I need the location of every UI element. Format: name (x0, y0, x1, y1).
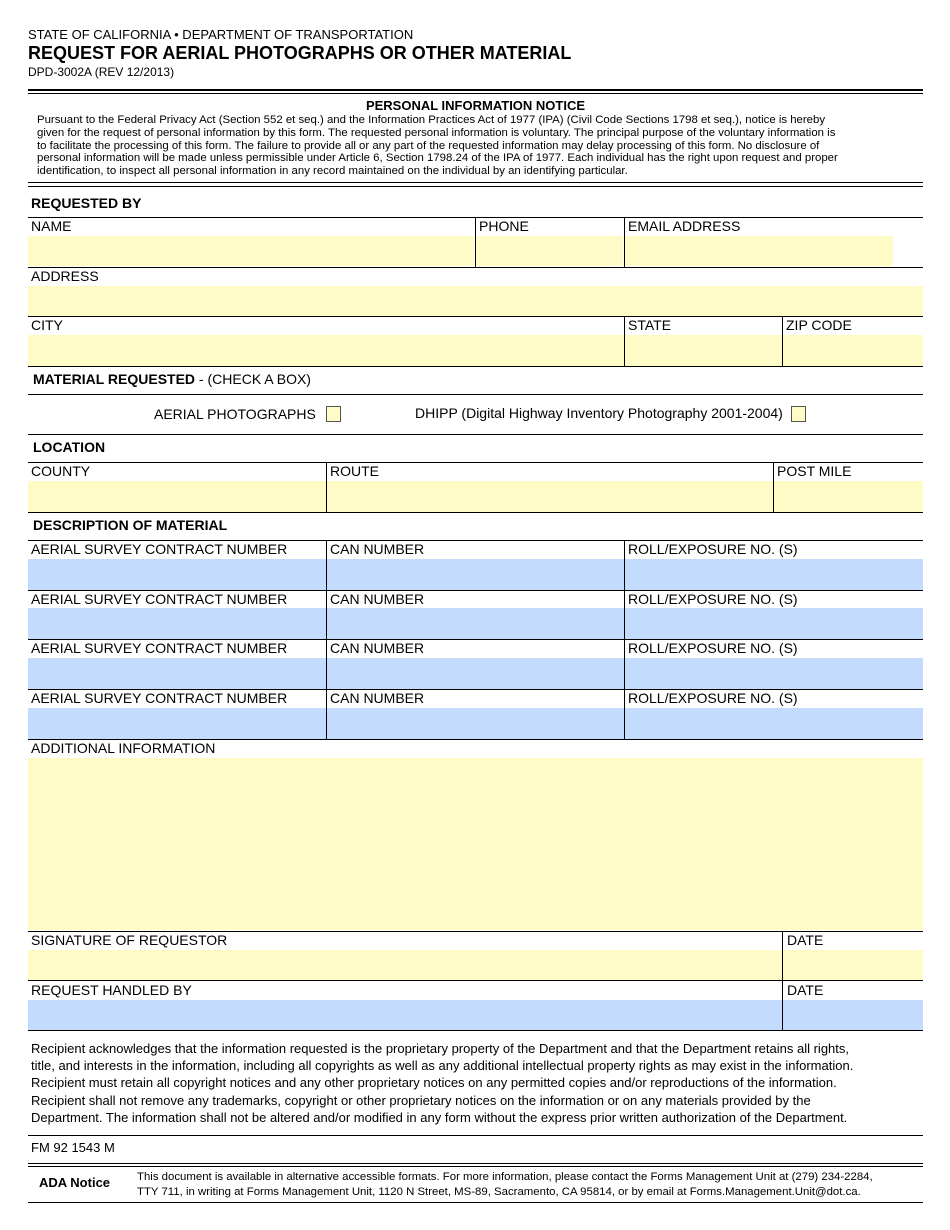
address-label: ADDRESS (31, 268, 99, 284)
contract-number-label: AERIAL SURVEY CONTRACT NUMBER (31, 640, 288, 656)
contract-number-label: AERIAL SURVEY CONTRACT NUMBER (31, 541, 288, 557)
privacy-notice-line: given for the request of personal information by this form. The requested personal information is voluntary. The principal purpose of the voluntary information is (37, 126, 836, 139)
signature-date-field[interactable] (783, 950, 923, 980)
material-requested-heading: MATERIAL REQUESTED - (CHECK A BOX) (33, 371, 311, 387)
can-number-label: CAN NUMBER (330, 640, 425, 656)
roll-exposure-field[interactable] (625, 658, 923, 689)
roll-exposure-field[interactable] (625, 559, 923, 590)
acknowledgement-line: title, and interests in the information, including all copyrights as well as any additional intellectual property rights as may exist in the information. (31, 1058, 854, 1074)
handled-date-label: DATE (787, 982, 824, 998)
post-mile-label: POST MILE (777, 463, 852, 479)
aerial-photographs-label: AERIAL PHOTOGRAPHS (154, 406, 316, 422)
ada-notice-line: This document is available in alternative accessible formats. For more information, please contact the Forms Management Unit at (279) 234-2284, (137, 1171, 873, 1183)
can-number-field[interactable] (327, 708, 624, 739)
handled-date-field[interactable] (783, 1000, 923, 1030)
ada-notice-text (137, 1170, 873, 1200)
location-heading: LOCATION (33, 439, 106, 455)
roll-exposure-label: ROLL/EXPOSURE NO. (S) (628, 690, 798, 706)
form-number: DPD-3002A (REV 12/2013) (28, 65, 175, 79)
city-field[interactable] (28, 335, 624, 366)
dhipp-checkbox[interactable] (791, 406, 806, 422)
post-mile-field[interactable] (774, 481, 923, 512)
dhipp-label: DHIPP (Digital Highway Inventory Photography 2001-2004) (415, 405, 783, 421)
signature-label: SIGNATURE OF REQUESTOR (31, 932, 228, 948)
signature-date-label: DATE (787, 932, 824, 948)
county-field[interactable] (28, 481, 326, 512)
address-field[interactable] (28, 286, 923, 316)
agency-line: STATE OF CALIFORNIA • DEPARTMENT OF TRANSPORTATION (28, 27, 414, 42)
state-label: STATE (628, 317, 672, 333)
can-number-field[interactable] (327, 559, 624, 590)
route-label: ROUTE (330, 463, 379, 479)
contract-number-label: AERIAL SURVEY CONTRACT NUMBER (31, 690, 288, 706)
name-label: NAME (31, 218, 72, 234)
handled-by-field[interactable] (28, 1000, 782, 1030)
description-heading: DESCRIPTION OF MATERIAL (33, 517, 228, 533)
roll-exposure-field[interactable] (625, 708, 923, 739)
acknowledgement (31, 1040, 919, 1126)
city-label: CITY (31, 317, 63, 333)
phone-field[interactable] (476, 236, 623, 266)
aerial-photographs-checkbox[interactable] (326, 406, 341, 422)
contract-number-field[interactable] (28, 708, 326, 739)
privacy-notice-line: personal information will be made unless permissible under Article 6, Section 1798.24 of the IPA of 1977. Each individual has the right upon request and proper (37, 152, 838, 165)
privacy-notice-line: Pursuant to the Federal Privacy Act (Section 552 et seq.) and the Information Practices Act of 1977 (IPA) (Civil Code Sections 1798 et seq.), notice is hereby (37, 114, 826, 126)
name-field[interactable] (28, 236, 474, 266)
privacy-notice-line: to facilitate the processing of this form. The failure to provide all or any part of the requested information may delay processing of this form. No disclosure of (37, 139, 820, 152)
fm-number: FM 92 1543 M (31, 1140, 115, 1155)
privacy-notice-line: identification, to inspect all personal information in any record maintained on the individual by an identifying particular. (37, 165, 628, 178)
can-number-label: CAN NUMBER (330, 541, 425, 557)
can-number-field[interactable] (327, 608, 624, 639)
acknowledgement-line: Recipient shall not remove any trademarks, copyright or other proprietary notices on the information or on any materials provided by the (31, 1092, 811, 1108)
roll-exposure-label: ROLL/EXPOSURE NO. (S) (628, 640, 798, 656)
additional-info-field[interactable] (28, 758, 923, 930)
contract-number-field[interactable] (28, 658, 326, 689)
route-field[interactable] (327, 481, 773, 512)
zip-field[interactable] (783, 335, 923, 366)
contract-number-label: AERIAL SURVEY CONTRACT NUMBER (31, 591, 288, 607)
roll-exposure-label: ROLL/EXPOSURE NO. (S) (628, 591, 798, 607)
phone-label: PHONE (479, 218, 529, 234)
can-number-field[interactable] (327, 658, 624, 689)
ada-notice-line: TTY 711, in writing at Forms Management Unit, 1120 N Street, MS-89, Sacramento, CA 95814, or by email at Forms.Management.Unit@dot.ca. (137, 1186, 861, 1198)
roll-exposure-field[interactable] (625, 608, 923, 639)
email-field[interactable] (625, 236, 893, 266)
acknowledgement-line: Recipient must retain all copyright notices and any other proprietary notices on any permitted copies and/or reproductions of the information. (31, 1075, 837, 1091)
form-title: REQUEST FOR AERIAL PHOTOGRAPHS OR OTHER MATERIAL (28, 43, 572, 63)
contract-number-field[interactable] (28, 559, 326, 590)
contract-number-field[interactable] (28, 608, 326, 639)
state-field[interactable] (625, 335, 782, 366)
can-number-label: CAN NUMBER (330, 690, 425, 706)
acknowledgement-line: Department. The information shall not be altered and/or modified in any form without the express prior written authorization of the Department. (31, 1109, 848, 1125)
additional-info-label: ADDITIONAL INFORMATION (31, 740, 216, 756)
roll-exposure-label: ROLL/EXPOSURE NO. (S) (628, 541, 798, 557)
acknowledgement-line: Recipient acknowledges that the information requested is the proprietary property of the Department and that the Department retains all rights, (31, 1041, 850, 1056)
can-number-label: CAN NUMBER (330, 591, 425, 607)
zip-label: ZIP CODE (786, 317, 852, 333)
ada-notice-label: ADA Notice (39, 1175, 111, 1190)
county-label: COUNTY (31, 463, 91, 479)
handled-by-label: REQUEST HANDLED BY (31, 982, 192, 998)
email-label: EMAIL ADDRESS (628, 218, 741, 234)
requested-by-heading: REQUESTED BY (31, 195, 142, 211)
signature-field[interactable] (28, 950, 782, 980)
privacy-notice-title: PERSONAL INFORMATION NOTICE (365, 98, 586, 113)
